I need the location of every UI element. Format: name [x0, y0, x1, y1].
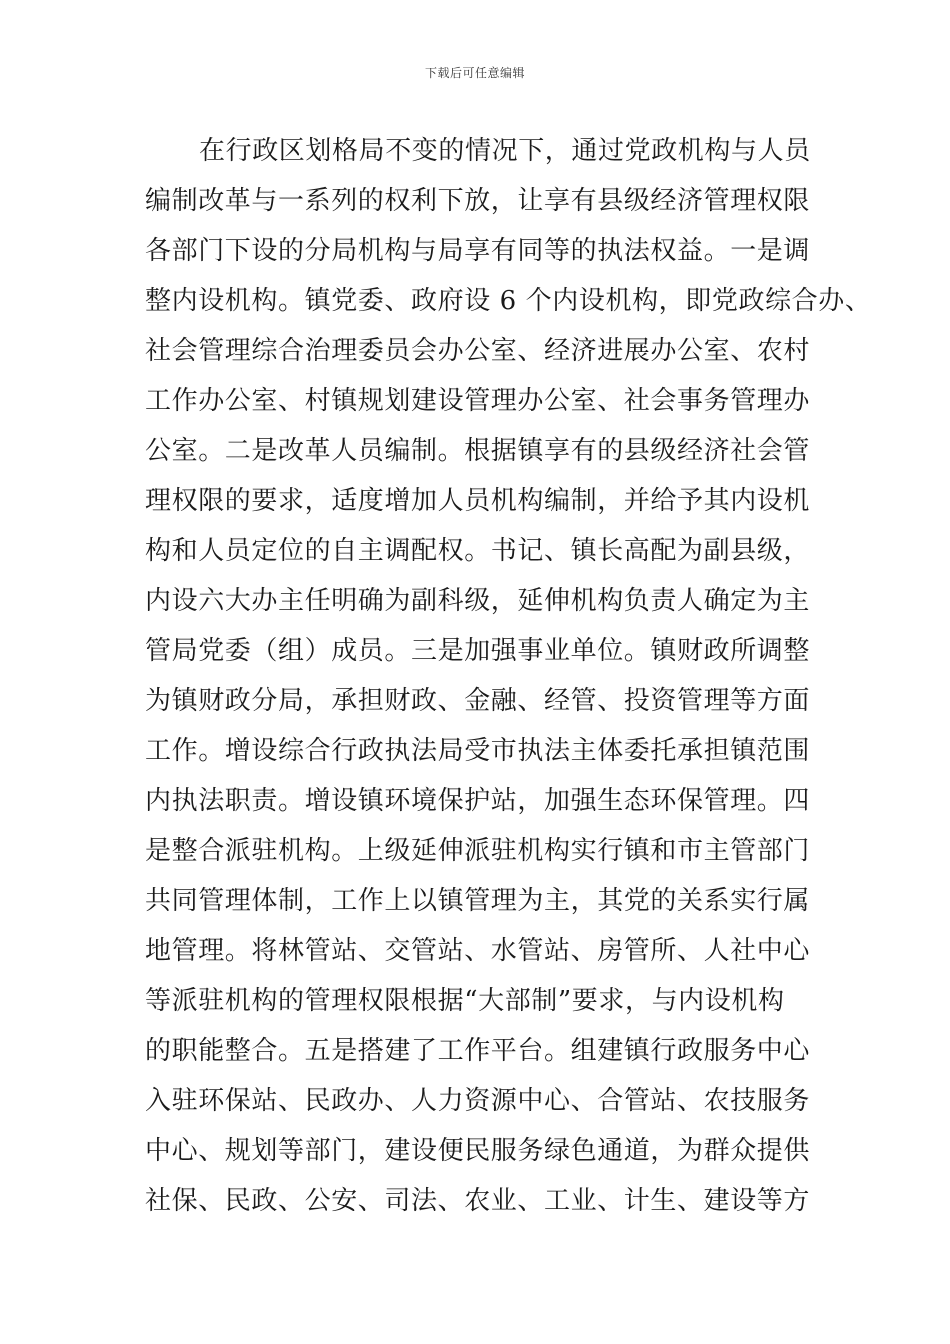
text-line: 为镇财政分局，承担财政、金融、经管、投资管理等方面	[145, 686, 811, 716]
text-line: 管局党委（组）成员。三是加强事业单位。镇财政所调整	[145, 636, 811, 666]
text-line: 公室。二是改革人员编制。根据镇享有的县级经济社会管	[145, 436, 811, 466]
text-line: 内设六大办主任明确为副科级，延伸机构负责人确定为主	[145, 586, 811, 616]
text-line: 构和人员定位的自主调配权。书记、镇长高配为副县级，	[145, 536, 811, 566]
text-line: 共同管理体制，工作上以镇管理为主，其党的关系实行属	[145, 886, 811, 916]
text-line: 工作办公室、村镇规划建设管理办公室、社会事务管理办	[145, 386, 811, 416]
text-line: 社保、民政、公安、司法、农业、工业、计生、建设等方	[145, 1186, 811, 1216]
text-line: 入驻环保站、民政办、人力资源中心、合管站、农技服务	[145, 1086, 811, 1116]
text-line: 的职能整合。五是搭建了工作平台。组建镇行政服务中心	[145, 1036, 811, 1066]
text-line: 整内设机构。镇党委、政府设 6 个内设机构，即党政综合办、	[145, 286, 872, 316]
text-line: 内执法职责。增设镇环境保护站，加强生态环保管理。四	[145, 786, 811, 816]
text-line: 理权限的要求，适度增加人员机构编制，并给予其内设机	[145, 486, 811, 516]
text-line: 工作。增设综合行政执法局受市执法主体委托承担镇范围	[145, 736, 811, 766]
text-line: 是整合派驻机构。上级延伸派驻机构实行镇和市主管部门	[145, 836, 811, 866]
text-line: 地管理。将林管站、交管站、水管站、房管所、人社中心	[145, 936, 811, 966]
document-body	[145, 126, 872, 1226]
text-line: 社会管理综合治理委员会办公室、经济进展办公室、农村	[145, 336, 811, 366]
text-line: 中心、规划等部门，建设便民服务绿色通道，为群众提供	[145, 1136, 811, 1166]
page-header-note: 下载后可任意编辑	[424, 66, 525, 80]
text-line: 编制改革与一系列的权利下放，让享有县级经济管理权限	[145, 186, 811, 216]
text-line: 各部门下设的分局机构与局享有同等的执法权益。一是调	[145, 236, 811, 266]
text-line: 在行政区划格局不变的情况下，通过党政机构与人员	[199, 136, 811, 166]
text-line: 等派驻机构的管理权限根据“大部制”要求，与内设机构	[145, 986, 785, 1016]
